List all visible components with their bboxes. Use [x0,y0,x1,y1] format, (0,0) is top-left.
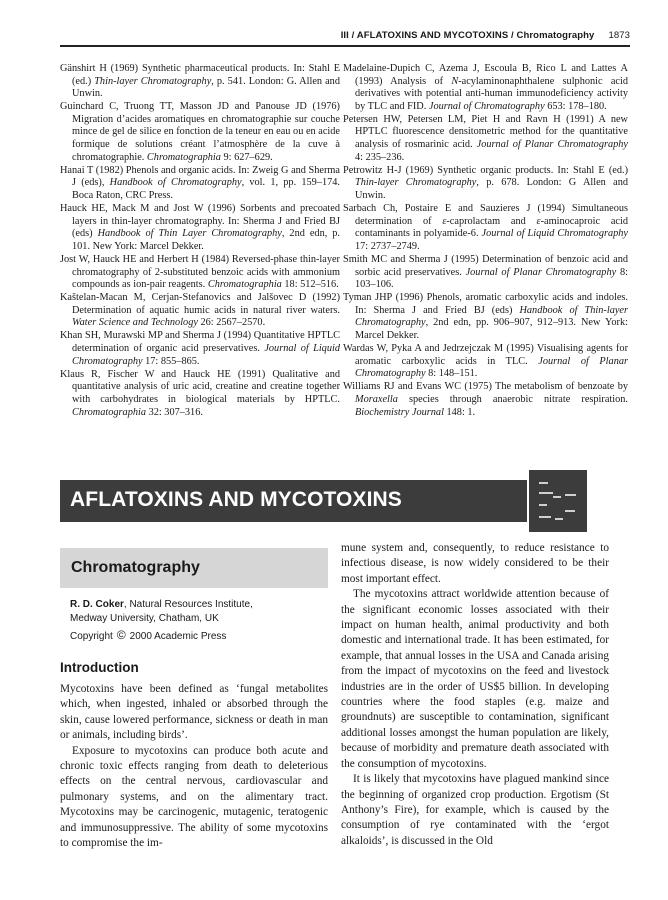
reference-italic-segment: Journal of Liquid Chromatography [72,343,340,367]
reference-segment: Guinchard C, Truong TT, Masson JD and Panouse JD (1976) Migration d’acides aromatiques en chromatographie sur couche mince de gel de silice en fonction de la teneur en eau ou en acide formique de solutions créant l’atmosphère de la cuve à chromatographie. [60,101,340,163]
reference-entry [60,203,340,253]
copyright-symbol: © [116,628,126,642]
reference-italic-segment: Chromatographia [207,279,282,291]
reference-segment: , p. 678. London: G Allen and Unwin. [355,177,628,201]
reference-entry [343,381,628,419]
body-paragraph: Mycotoxins have been defined as ‘fungal metabolites which, when ingested, inhaled or absorbed through the skin, cause lowered performance, sickness or death in man or animals, including birds’. [60,683,328,742]
reference-entry [343,254,628,292]
reference-segment: 653: 178–180. [544,100,607,112]
reference-segment: -acylaminonaphthalene sulphonic acid derivatives with potential anti-human immunodeficiency activity by TLC and FID. [355,75,628,112]
author-affiliation-1: , Natural Resources Institute, [123,599,253,610]
reference-entry [60,330,340,368]
reference-segment: 18: 512–516. [281,279,339,291]
body-paragraph: Exposure to mycotoxins can produce both acute and chronic toxic effects ranging from death to deleterious effects on the central nervous, cardiovascular and pulmonary systems, and on the alimentary tract. Mycotoxins may be carcinogenic, mutagenic, teratogenic and immunosuppressive. The ability of some mycotoxins to compromise the im- [60,744,328,850]
body-paragraph: The mycotoxins attract worldwide attention because of the significant economic losses associated with their impact on human health, animal productivity and both domestic and international trade. It has been estimated, for example, that annual losses in the USA and Canada arising from the impact of mycotoxins on the feed and livestock industries are in the order of US$5 billion. In developing countries where the food staples (e.g. maize and groundnuts) are susceptible to contamination, significant additional losses amongst the human population are likely, because of morbidity and premature death associated with the consumption of mycotoxins. [341,588,609,770]
reference-segment: Petersen HW, Petersen LM, Piet H and Ravn H (1991) A new HPTLC fluorescence densitometric method for the quantitative analysis of rosmarinic acid. [343,113,628,151]
reference-segment: Khan SH, Murawski MP and Sherma J (1994) Quantitative HPTLC determination of organic acid preservatives. [60,330,340,355]
reference-segment: Klaus R, Fischer W and Hauck HE (1991) Qualitative and quantitative analysis of uric acid, creatine and creatine together with carbohydrates in biological materials by HPTLC. [60,368,340,405]
reference-segment: , 2nd edn, pp. 906–907, 912–913. New York: Marcel Dekker. [355,317,628,341]
reference-italic-segment: ε [536,215,541,227]
reference-italic-segment: Thin-layer Chromatography [355,177,477,189]
reference-italic-segment: Chromatographia [72,406,146,418]
copyright-prefix: Copyright [70,631,113,642]
reference-italic-segment: Chromatographia [146,151,221,163]
reference-entry [343,343,628,381]
reference-segment: 26: 2567–2570. [197,317,266,329]
reference-italic-segment: Handbook of Chromatography [109,177,242,189]
reference-segment: -caprolactam and [446,215,537,227]
reference-italic-segment: Journal of Planar Chromatography [465,266,617,278]
reference-segment: -aminocaproic acid contaminants in polyamide-6. [355,215,628,240]
reference-segment: , vol. 1, pp. 159–174. Boca Raton, CRC Press. [72,177,340,201]
reference-segment: Jost W, Hauck HE and Herbert H (1984) Reversed-phase thin-layer chromatography of 2-substituted benzoic acids with ammonium compounds as ion-pair reagents. [60,253,340,291]
reference-segment: Wardas W, Pyka A and Jedrzejczak M (1995) Visualising agents for aromatic carboxylic acids in TLC. [343,343,628,367]
author-affiliation-2: Medway University, Chatham, UK [70,613,219,624]
header-rule [60,45,630,47]
tlc-plate-icon [527,468,589,534]
reference-segment: , p. 541. London: G. Allen and Unwin. [72,75,340,100]
reference-segment: Madelaine-Dupich C, Azema J, Escoula B, Rico L and Lattes A (1993) Analysis of [343,63,628,87]
running-head [341,30,630,41]
page-number: 1873 [608,30,630,41]
running-head-section: III / AFLATOXINS AND MYCOTOXINS / Chromatography [340,30,595,41]
reference-entry [60,101,340,164]
reference-italic-segment: Handbook of Thin Layer Chromatography [97,228,282,240]
reference-segment: 8: 148–151. [425,368,478,380]
banner-title: AFLATOXINS AND MYCOTOXINS [70,488,402,511]
reference-entry [60,369,340,419]
reference-column-right [343,63,628,420]
reference-column-left [60,63,340,420]
reference-entry [343,292,628,342]
reference-segment: Hanai T (1982) Phenols and organic acids. In: Zweig G and Sherma J (eds), [60,164,340,189]
reference-segment: 148: 1. [443,406,476,418]
reference-italic-segment: Thin-layer Chromatography [94,75,212,87]
body-paragraph: It is likely that mycotoxins have plagued mankind since the beginning of organized crop production. Ergotism (St Anthony’s Fire), for example, which is caused by the consumption of rye contaminated with the ‘ergot alkaloids’, is discussed in the Old [341,773,609,847]
introduction-heading: Introduction [60,660,139,675]
reference-italic-segment: Journal of Planar Chromatography [355,355,628,380]
reference-italic-segment: Journal of Liquid Chromatography [481,228,628,240]
reference-entry [343,63,628,113]
author-name: R. D. Coker [70,599,124,610]
reference-italic-segment: Handbook of Thin-layer Chromatography [355,304,628,329]
article-title: Chromatography [71,559,200,576]
reference-segment: 17: 855–865. [142,355,200,367]
reference-entry [60,63,340,101]
reference-entry [60,292,340,330]
reference-entry [60,254,340,292]
reference-entry [343,203,628,253]
reference-italic-segment: Moraxella [355,393,398,405]
copyright-text: 2000 Academic Press [129,631,227,642]
reference-segment: 9: 627–629. [220,151,273,163]
reference-segment: Williams RJ and Evans WC (1975) The metabolism of benzoate by [343,381,628,393]
reference-segment: Smith MC and Sherma J (1995) Determination of benzoic acid and sorbic acid preservatives. [343,253,628,278]
reference-entry [343,165,628,203]
body-column-left [60,682,328,851]
body-column-right [341,541,609,849]
reference-segment: Tyman JHP (1996) Phenols, aromatic carboxylic acids and indoles. In: Sherma J and Fried BJ (eds) [343,292,628,316]
copyright-line [70,628,226,642]
author-block [70,598,330,626]
reference-segment: , 2nd edn, p. 101. New York: Marcel Dekker. [72,228,340,252]
reference-segment: 8: 103–106. [355,266,628,291]
reference-italic-segment: Water Science and Technology [72,317,198,329]
article-title-box [60,548,328,588]
reference-italic-segment: ε [442,215,447,227]
reference-segment: species through anaerobic nitrate respiration. [397,393,628,405]
reference-entry [343,114,628,164]
reference-segment: Sarbach Ch, Postaire E and Sauzieres J (1994) Simultaneous determination of [343,203,628,227]
section-banner [60,480,528,522]
reference-segment: Hauck HE, Mack M and Jost W (1996) Sorbents and precoated layers in thin-layer chromatography. In: Sherma J and Fried BJ (eds) [60,203,340,240]
reference-italic-segment: Biochemistry Journal [355,406,444,418]
reference-segment: Petrowitz H-J (1969) Synthetic organic products. In: Stahl E (ed.) [343,164,628,176]
body-paragraph: mune system and, consequently, to reduce resistance to infectious disease, is now widely considered to be their most important effect. [341,542,609,585]
reference-segment: Kaštelan-Macan M, Cerjan-Stefanovics and Jalšovec D (1992) Determination of aquatic humic acids in natural river waters. [60,292,340,316]
reference-entry [60,165,340,203]
reference-segment: 17: 2737–2749. [355,240,420,252]
reference-italic-segment: Journal of Chromatography [428,100,545,112]
reference-segment: 32: 307–316. [146,406,203,418]
reference-segment: 4: 235–236. [355,151,405,163]
reference-italic-segment: Journal of Planar Chromatography [476,139,628,151]
reference-segment: Gänshirt H (1969) Synthetic pharmaceutical products. In: Stahl E (ed.) [60,63,340,87]
reference-italic-segment: N [451,75,459,87]
